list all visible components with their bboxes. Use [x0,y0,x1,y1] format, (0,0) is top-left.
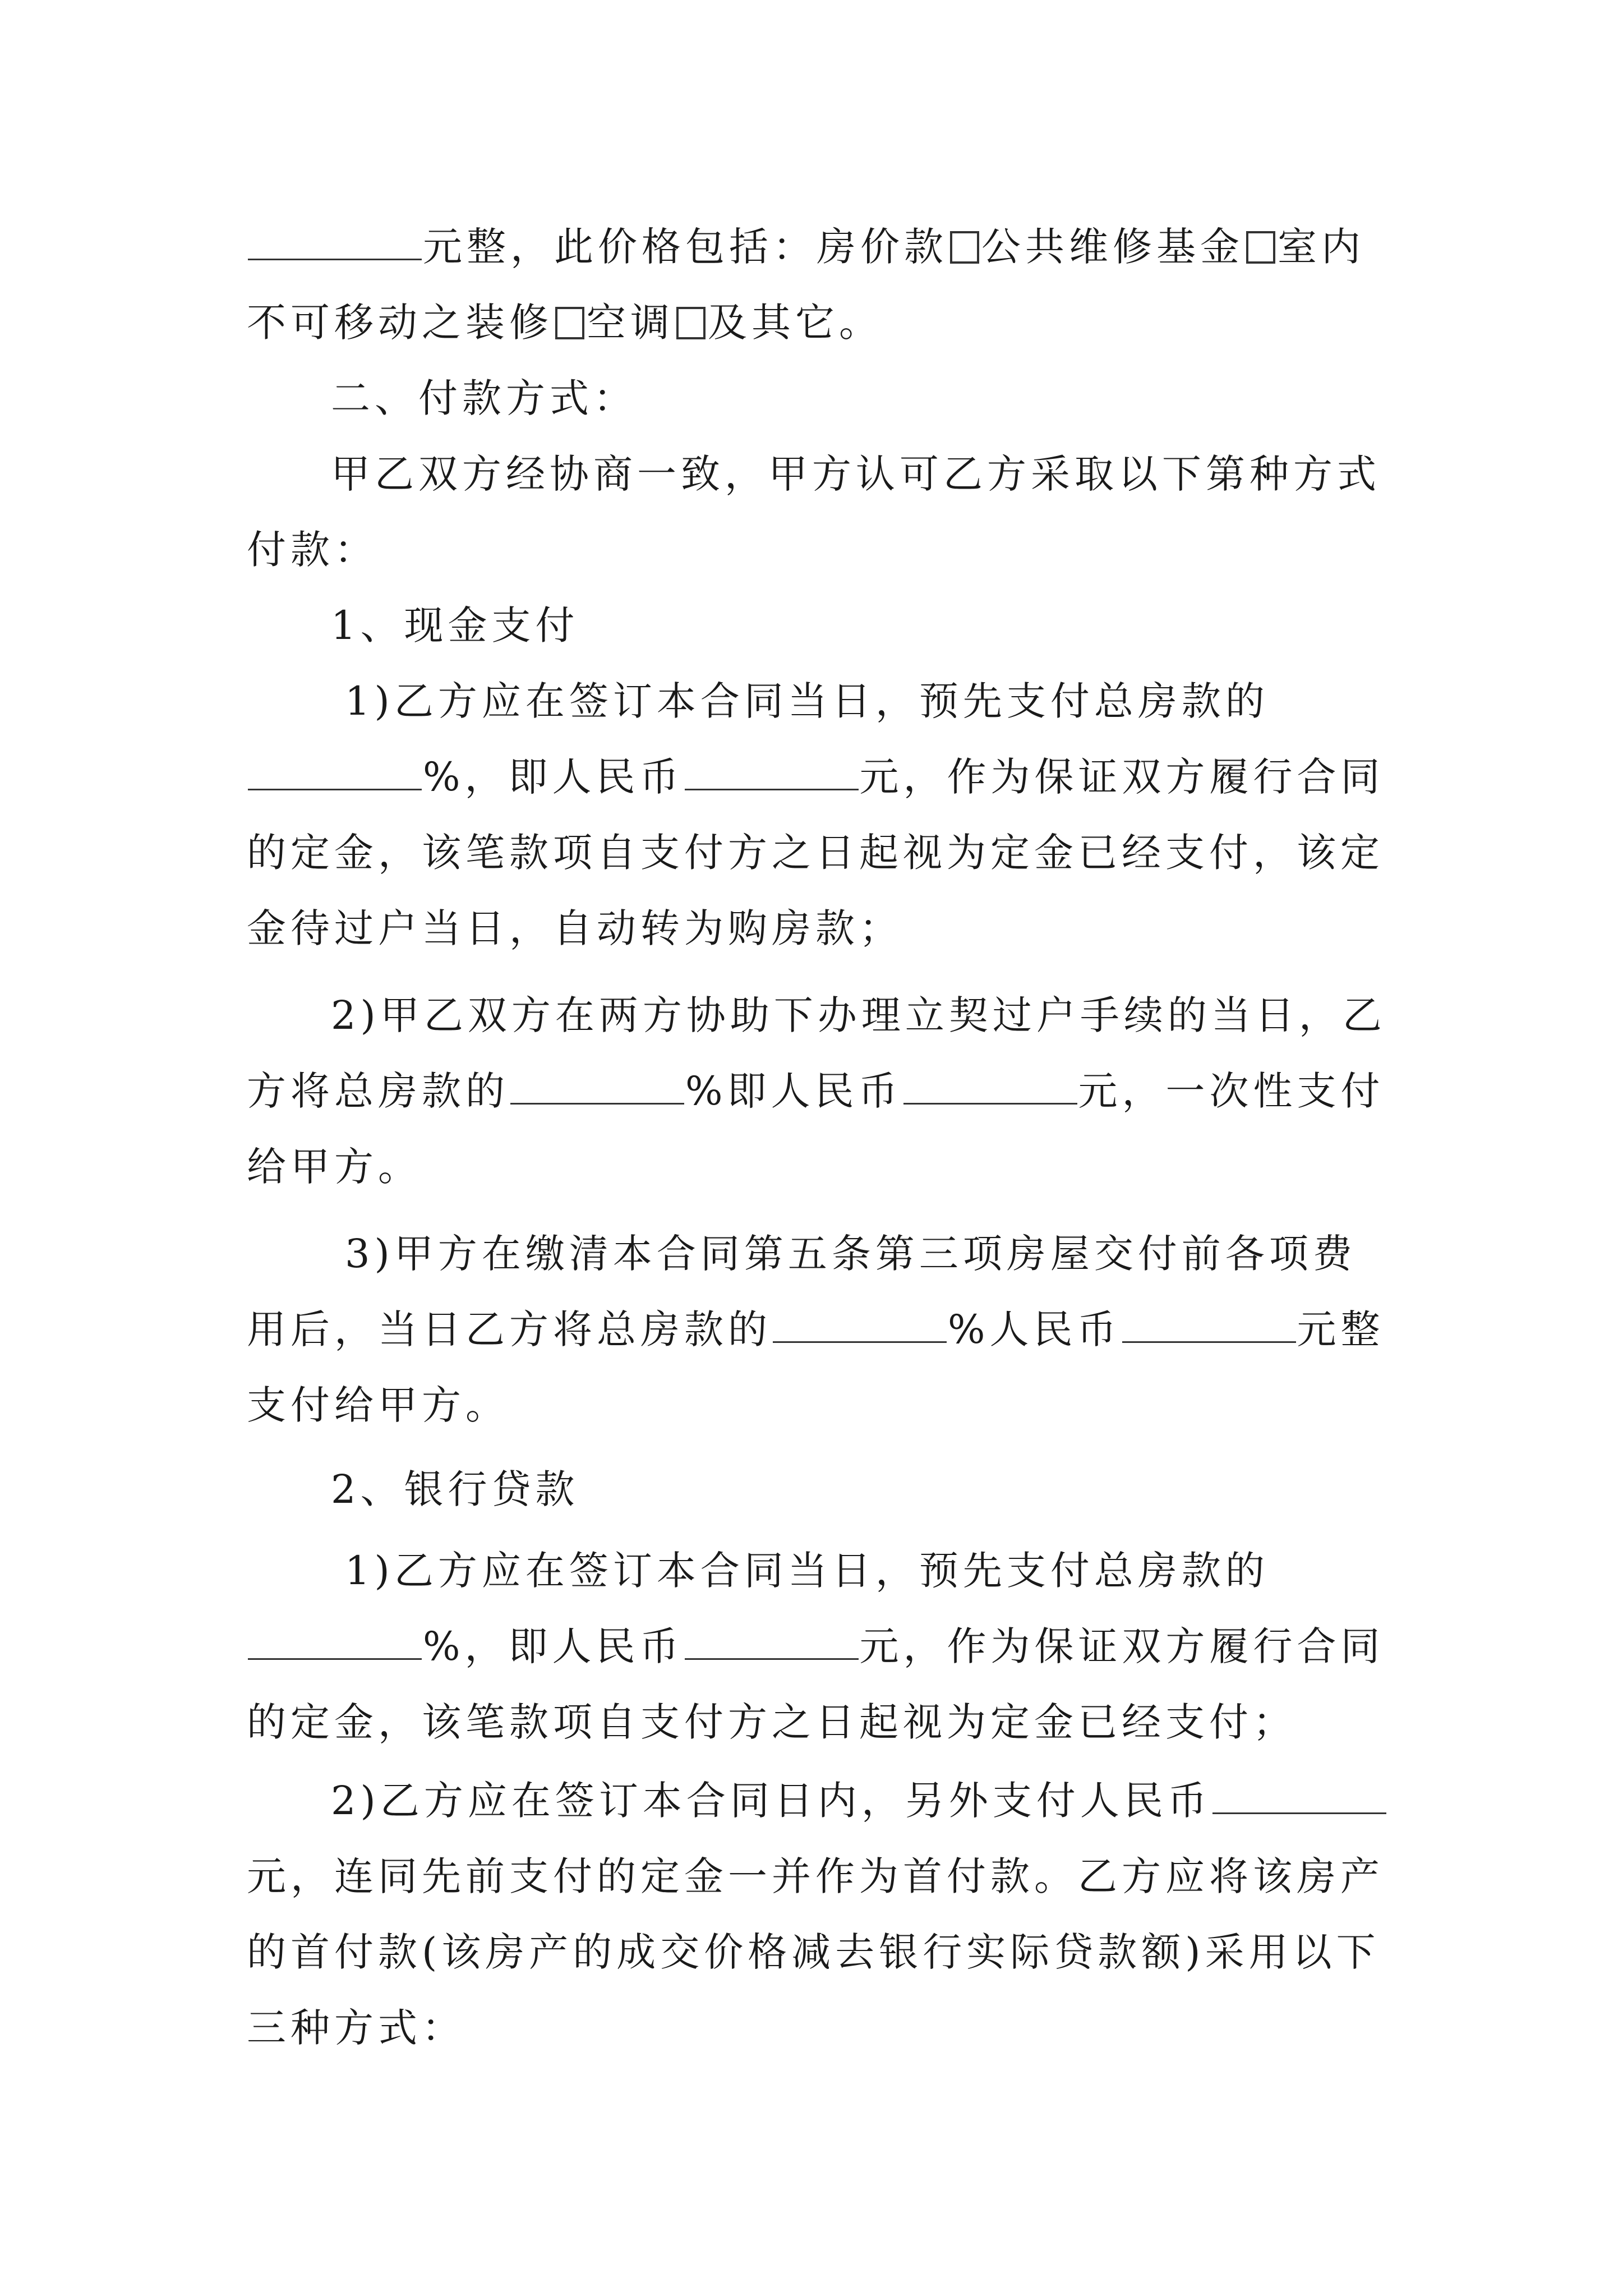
loan-item2-line-4: 三种方式： [247,2005,465,2051]
text: 元，作为保证双方履行合同 [859,1623,1385,1669]
cash-item3-line-3: 支付给甲方。 [247,1382,509,1428]
text: 元，作为保证双方履行合同 [859,754,1385,800]
transfer-amount-blank[interactable] [903,1069,1077,1105]
loan-item1-line-2 [247,1616,1391,1677]
checkbox-decoration[interactable] [555,307,584,339]
cash-heading: 1、现金支付 [331,602,579,648]
extra-payment-blank[interactable] [1212,1779,1386,1814]
text: 不可移动之装修 [247,300,553,346]
cash-item3-line-1: 3)甲方在缴清本合同第五条第三项房屋交付前各项费 [345,1231,1357,1277]
text: 及其它。 [708,300,883,346]
deposit-percent-blank[interactable] [248,755,422,790]
cash-item2-line-3: 给甲方。 [247,1144,422,1190]
cash-item3-line-2 [247,1299,1391,1360]
text: 空调 [587,300,674,346]
intro-line-1: 甲乙双方经协商一致，甲方认可乙方采取以下第种方式 [331,451,1381,497]
checkbox-air-conditioner[interactable] [676,307,706,339]
loan-item1-line-3: 的定金，该笔款项自支付方之日起视为定金已经支付； [247,1699,1297,1745]
loan-deposit-percent-blank[interactable] [248,1625,422,1660]
balance-percent-blank[interactable] [773,1308,947,1343]
cash-item1-line-4: 金待过户当日，自动转为购房款； [247,905,903,951]
text: 公共维修基金 [981,224,1244,270]
price-line-2 [247,292,1391,353]
loan-item1-line-1: 1)乙方应在签订本合同当日，预先支付总房款的 [345,1548,1269,1594]
text: %即人民币 [685,1068,902,1114]
text: %人民币 [948,1306,1121,1352]
text: 元整 [1297,1306,1385,1352]
loan-item2-line-3: 的首付款(该房产的成交价格减去银行实际贷款额)采用以下 [247,1929,1380,1975]
loan-heading: 2、银行贷款 [331,1466,579,1512]
cash-item1-line-1: 1)乙方应在签订本合同当日，预先支付总房款的 [345,678,1269,724]
cash-item2-line-1: 2)甲乙双方在两方协助下办理立契过户手续的当日，乙 [331,992,1386,1038]
loan-item2-line-1 [331,1770,1391,1832]
text: %，即人民币 [423,754,684,800]
text: 用后，当日乙方将总房款的 [247,1306,772,1352]
intro-line-2: 付款： [247,527,378,573]
loan-item2-line-2: 元，连同先前支付的定金一并作为首付款。乙方应将该房产 [247,1853,1384,1899]
section-heading: 二、付款方式： [331,375,637,421]
text: 方将总房款的 [247,1068,509,1114]
text: 元，一次性支付 [1078,1068,1385,1114]
loan-deposit-amount-blank[interactable] [685,1625,859,1660]
cash-item2-line-2 [247,1060,1391,1122]
total-price-blank[interactable] [248,225,422,260]
text: 2)乙方应在签订本合同日内，另外支付人民币 [331,1778,1211,1824]
balance-amount-blank[interactable] [1122,1308,1296,1343]
cash-item1-line-2 [247,746,1391,808]
price-line-1 [247,216,1391,278]
transfer-percent-blank[interactable] [510,1069,684,1105]
text: 元整，此价格包括：房价款 [423,224,948,270]
text: 室内 [1278,224,1365,270]
checkbox-house-price[interactable] [950,231,979,264]
deposit-amount-blank[interactable] [685,755,859,790]
checkbox-maintenance-fund[interactable] [1246,231,1275,264]
text: %，即人民币 [423,1623,684,1669]
cash-item1-line-3: 的定金，该笔款项自支付方之日起视为定金已经支付，该定 [247,830,1384,876]
